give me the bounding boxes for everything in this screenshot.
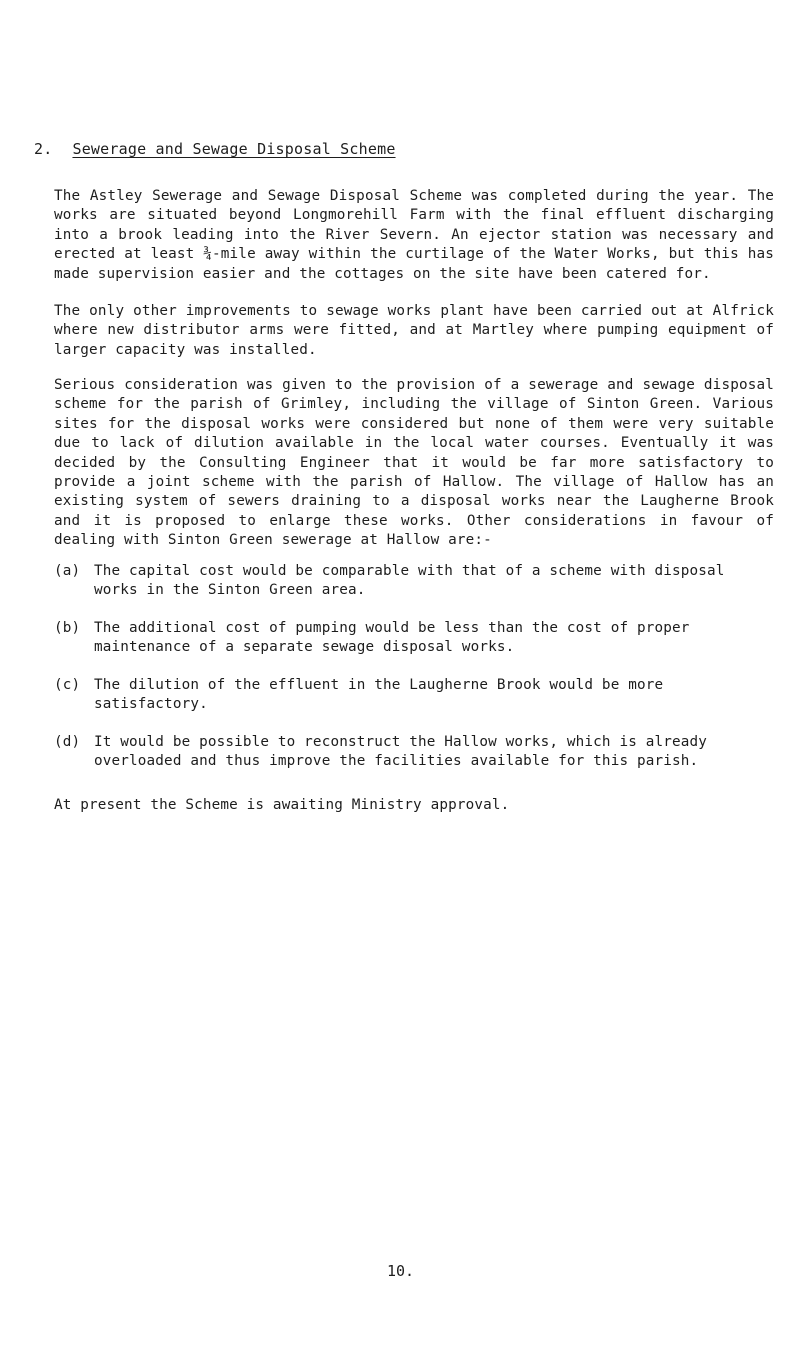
section-heading: [34, 140, 396, 158]
closing-statement: At present the Scheme is awaiting Ministry approval.: [54, 797, 510, 813]
list-item-text: The capital cost would be comparable with that of a scheme with disposal works in the Sinton Green area.: [94, 563, 725, 599]
list-item-label: (a): [54, 563, 81, 579]
section-number: 2.: [34, 140, 53, 158]
paragraph-grimley-scheme: Serious consideration was given to the provision of a sewerage and sewage disposal scheme for the parish of Grimley, including the village of Sinton Green. Various sites for the disposal works were considered but none of them were very suitable due to lack of dilution available in the local water courses. Eventually it was decided by the Consulting Engineer that it would be far more satisfactory to provide a joint scheme with the parish of Hallow. The village of Hallow has an existing system of sewers draining to a disposal works near the Laugherne Brook and it is proposed to enlarge these works. Other considerations in favour of dealing with Sinton Green sewerage at Hallow are:-: [54, 377, 774, 549]
list-item: [54, 676, 774, 715]
list-item-label: (c): [54, 677, 81, 693]
list-item: [54, 562, 774, 601]
paragraph-improvements: The only other improvements to sewage works plant have been carried out at Alfrick where new distributor arms were fitted, and at Martley where pumping equipment of larger capacity was installed.: [54, 303, 774, 358]
list-item: [54, 619, 774, 658]
section-title: Sewerage and Sewage Disposal Scheme: [72, 140, 396, 158]
list-item-label: (d): [54, 734, 81, 750]
list-item-text: The additional cost of pumping would be less than the cost of proper maintenance of a separate sewage disposal works.: [94, 620, 690, 656]
page-number: 10.: [386, 1262, 415, 1280]
list-item-label: (b): [54, 620, 81, 636]
paragraph-astley-scheme: The Astley Sewerage and Sewage Disposal Scheme was completed during the year. The works are situated beyond Longmorehill Farm with the final effluent discharging into a brook leading into the River Severn. An ejector station was necessary and erected at least ¾-mile away within the curtilage of the Water Works, but this has made supervision easier and the cottages on the site have been catered for.: [54, 188, 774, 282]
list-item-text: It would be possible to reconstruct the Hallow works, which is already overloaded and thus improve the facilities available for this parish.: [94, 734, 708, 770]
list-item: [54, 733, 774, 772]
list-item-text: The dilution of the effluent in the Laugherne Brook would be more satisfactory.: [94, 677, 664, 713]
